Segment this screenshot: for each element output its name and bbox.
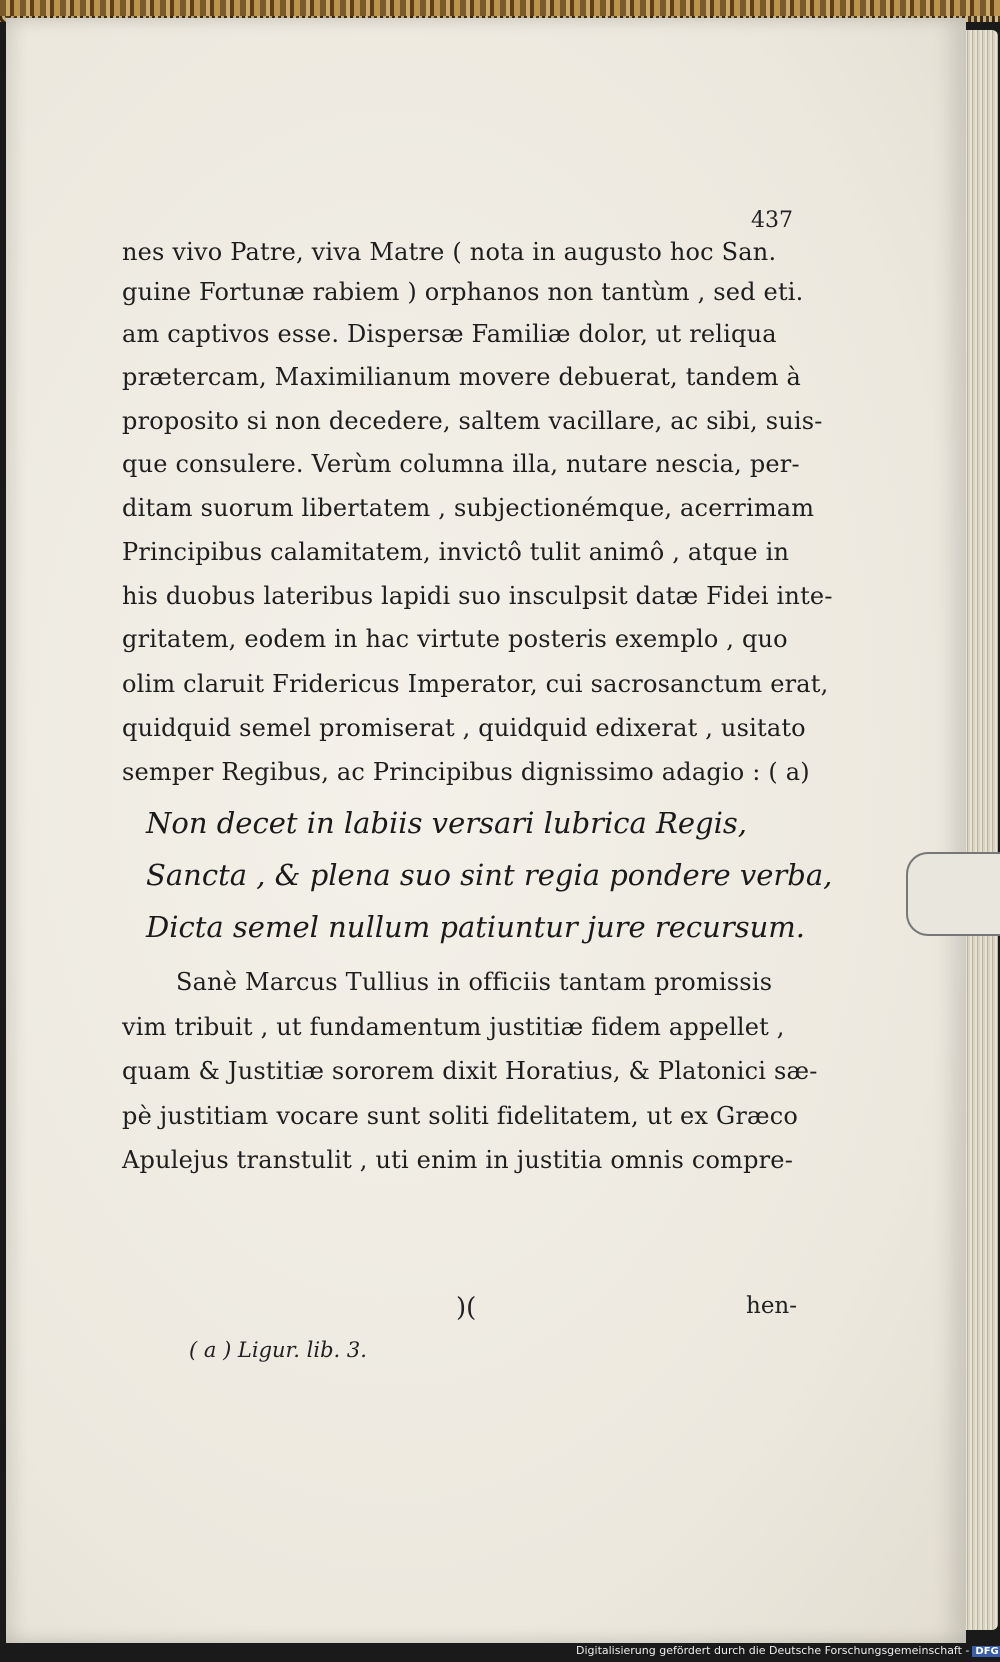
text-line: proposito si non decedere, saltem vacillare, ac sibi, suis- <box>122 407 823 435</box>
page-number: 437 <box>751 208 793 233</box>
text-line: quidquid semel promiserat , quidquid edixerat , usitato <box>122 714 806 742</box>
text-line: Apulejus transtulit , uti enim in justitia omnis compre- <box>122 1146 794 1174</box>
signature-mark: )( <box>456 1293 477 1323</box>
text-line: vim tribuit , ut fundamentum justitiæ fidem appellet , <box>122 1013 785 1041</box>
catchword: hen- <box>746 1293 798 1319</box>
verse-line: Sancta , & plena suo sint regia pondere verba, <box>146 858 833 892</box>
text-line: quam & Justitiæ sororem dixit Horatius, & Platonici sæ- <box>122 1057 818 1085</box>
text-line: pè justitiam vocare sunt soliti fidelitatem, ut ex Græco <box>122 1102 799 1130</box>
text-line: que consulere. Verùm columna illa, nutare nescia, per- <box>122 450 800 478</box>
digitization-credit <box>576 1644 1000 1657</box>
text-line: prætercam, Maximilianum movere debuerat, tandem à <box>122 363 801 391</box>
text-line: Sanè Marcus Tullius in officiis tantam promissis <box>176 968 773 996</box>
footnote: ( a ) Ligur. lib. 3. <box>189 1338 367 1362</box>
verse-line: Dicta semel nullum patiuntur jure recursum. <box>146 910 805 944</box>
text-line: gritatem, eodem in hac virtute posteris exemplo , quo <box>122 625 788 653</box>
text-line: nes vivo Patre, viva Matre ( nota in augusto hoc San. <box>122 238 777 266</box>
bookmark-tab <box>906 852 1000 936</box>
verse-line: Non decet in labiis versari lubrica Regis, <box>146 806 747 840</box>
text-line: guine Fortunæ rabiem ) orphanos non tantùm , sed eti. <box>122 278 804 306</box>
text-line: ditam suorum libertatem , subjectionémque, acerrimam <box>122 494 815 522</box>
text-line: Principibus calamitatem, invictô tulit animô , atque in <box>122 538 790 566</box>
text-line: semper Regibus, ac Principibus dignissimo adagio : ( a) <box>122 758 810 786</box>
text-line: his duobus lateribus lapidi suo insculpsit datæ Fidei inte- <box>122 582 833 610</box>
text-line: am captivos esse. Dispersæ Familiæ dolor, ut reliqua <box>122 320 777 348</box>
credit-text: Digitalisierung gefördert durch die Deutsche Forschungsgemeinschaft - <box>576 1644 970 1657</box>
text-line: olim claruit Fridericus Imperator, cui sacrosanctum erat, <box>122 670 829 698</box>
dfg-logo: DFG <box>972 1646 1000 1657</box>
book-page <box>6 18 966 1643</box>
